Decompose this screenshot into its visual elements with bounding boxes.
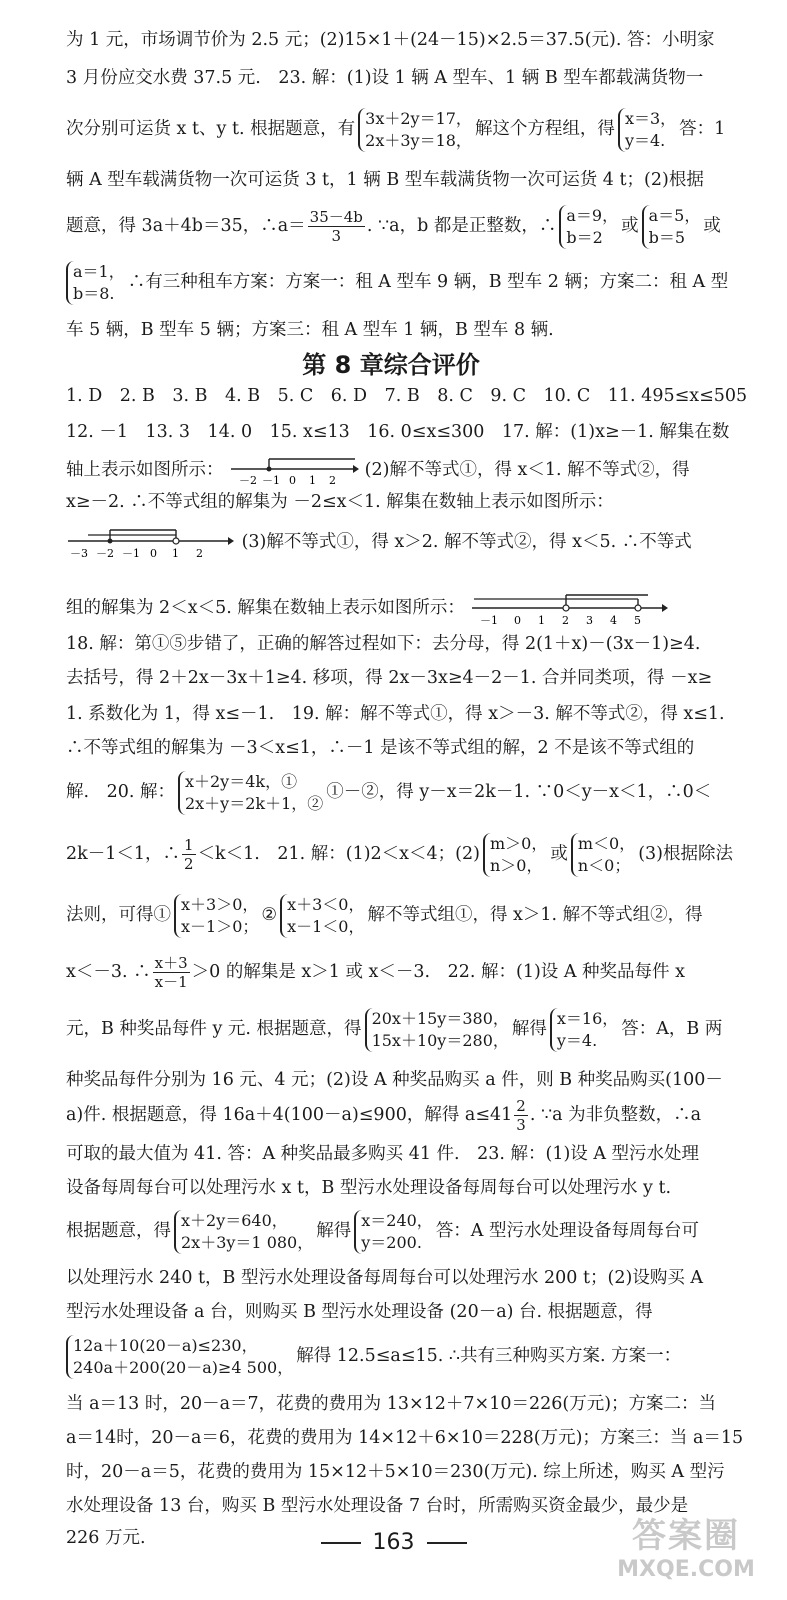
tick-label: 2 — [562, 613, 570, 627]
equation-system: 20x＋15y＝380， 15x＋10y＝280， — [365, 1008, 509, 1052]
number-line-diagram — [470, 592, 670, 626]
text-line: a＝14时，20－a＝6，花费的费用为 14×12＋6×10＝228(万元)；方案三：当 a＝15 — [66, 1428, 744, 1448]
divider — [427, 1542, 467, 1544]
text-span: 次分别可运货 x t、y t. 根据题意，有 — [66, 119, 356, 139]
fraction: $\frac{2}{3}$ — [516, 1097, 526, 1134]
text-line: ∴不等式组的解集为 －3＜x≤1，∴－1 是该不等式组的解，2 不是该不等式组的 — [66, 738, 695, 758]
fraction: $\frac{x+3}{x-1}$ — [154, 954, 188, 991]
fraction: $\frac{35-4b}{3}$ — [309, 208, 363, 245]
text-line: 元，B 种奖品每件 y 元. 根据题意，得 20x＋15y＝380， 15x＋10y＝280， 解得 x＝16， y＝4. 答：A，B 两 — [66, 1008, 723, 1050]
text-line: a)件. 根据题意，得 16a＋4(100－a)≤900，解得 a≤41 $\frac{2}{3}$ . ∵a 为非负整数，∴a — [66, 1097, 702, 1134]
number-line-diagram — [66, 527, 236, 559]
text-line: 为 1 元，市场调节价为 2.5 元；(2)15×1＋(24－15)×2.5＝37.5(元). 答：小明家 — [66, 30, 715, 50]
tick-label: －2 — [96, 546, 114, 560]
tick-label: 1 — [172, 546, 179, 560]
tick-label: 1 — [309, 473, 317, 487]
tick-label: 0 — [289, 473, 297, 487]
text-line: 设备每周每台可以处理污水 x t，B 型污水处理设备每周每台可以处理污水 y t. — [66, 1178, 672, 1198]
text-line: 可取的最大值为 41. 答：A 种奖品最多购买 41 件. 23. 解：(1)设 A 型污水处理 — [66, 1144, 700, 1164]
text-line: 去括号，得 2＋2x－3x＋1≥4. 移项，得 2x－3x≥4－2－1. 合并同类项，得 －x≥ — [66, 668, 713, 688]
equation-system: 12a＋10(20－a)≤230， 240a＋200(20－a)≥4 500， — [66, 1335, 293, 1379]
tick-label: 0 — [514, 613, 522, 627]
text-line: 18. 解：第①⑤步错了，正确的解答过程如下：去分母，得 2(1＋x)－(3x－1)≥4. — [66, 634, 701, 654]
text-line: x≥－2. ∴不等式组的解集为 －2≤x＜1. 解集在数轴上表示如图所示： — [66, 492, 614, 512]
text-line: 题意，得 3a＋4b＝35，∴a＝ $\frac{35-4b}{3}$ . ∵a，b 都是正整数，∴ a＝9， b＝2 或 a＝5， b＝5 或 — [66, 205, 721, 247]
text-line: 当 a＝13 时，20－a＝7，花费的费用为 13×12＋7×10＝226(万元)；方案二：当 — [66, 1394, 717, 1414]
text-line: 型污水处理设备 a 台，则购买 B 型污水处理设备 (20－a) 台. 根据题意，得 — [66, 1302, 653, 1322]
equation-system: a＝1， b＝8. — [66, 261, 125, 305]
fraction: $\frac{1}{2}$ — [184, 836, 194, 873]
equation-system: x＋3＜0， x－1＜0， — [280, 894, 364, 938]
equation-system: x＝240， y＝200. — [354, 1210, 433, 1254]
text-line: 法则，可得① x＋3＞0， x－1＞0； ② x＋3＜0， x－1＜0， 解不等式组①，得 x＞1. 解不等式组②，得 — [66, 894, 703, 936]
divider — [321, 1542, 361, 1544]
tick-label: －3 — [70, 546, 88, 560]
text-line: 2k－1＜1，∴ $\frac{1}{2}$ ＜k＜1. 21. 解：(1)2＜x＜4；(2) m＞0， n＞0， 或 m＜0， n＜0； (3)根据除法 — [66, 833, 733, 875]
equation-system: x＝16， y＝4. — [550, 1008, 618, 1052]
tick-label: －2 — [239, 473, 258, 487]
page-number: 163 — [0, 1530, 787, 1555]
text-line: 226 万元. — [66, 1528, 146, 1548]
tick-label: 2 — [196, 546, 203, 560]
tick-label: －1 — [262, 473, 281, 487]
text-line: a＝1， b＝8. ∴有三种租车方案：方案一：租 A 型车 9 辆，B 型车 2 辆；方案二：租 A 型 — [66, 256, 716, 308]
equation-system: x＋3＞0， x－1＞0； — [174, 894, 258, 938]
text-line: 种奖品每件分别为 16 元、4 元；(2)设 A 种奖品购买 a 件，则 B 种奖品购买(100－ — [66, 1070, 723, 1090]
equation-system: a＝9， b＝2 — [559, 205, 618, 249]
tick-label: 1 — [538, 613, 546, 627]
tick-label: 4 — [610, 613, 618, 627]
text-line: 轴上表示如图所示： －2 －1 0 1 2 (2)解不等式①，得 x＜1. 解不等式②，得 — [66, 452, 716, 488]
equation-system: m＞0， n＞0， — [483, 833, 547, 877]
chapter-title: 第 8 章综合评价 — [302, 351, 480, 379]
tick-label: 2 — [329, 473, 337, 487]
tick-label: －1 — [122, 546, 140, 560]
tick-label: －1 — [480, 613, 499, 627]
text-line: 12a＋10(20－a)≤230， 240a＋200(20－a)≥4 500， 解得 12.5≤a≤15. ∴共有三种购买方案. 方案一： — [66, 1326, 716, 1386]
watermark-logo: 答案圈 MXQE.COM — [617, 1516, 755, 1582]
text-line: 组的解集为 2＜x＜5. 解集在数轴上表示如图所示： －1 0 1 2 3 4 5 — [66, 590, 716, 626]
text-line: 3 月份应交水费 37.5 元. 23. 解：(1)设 1 辆 A 型车、1 辆 B 型车都载满货物一 — [66, 68, 704, 88]
text-span: 答：1 — [679, 119, 726, 139]
tick-label: 5 — [634, 613, 642, 627]
text-line: －3 －2 －1 0 1 2 (3)解不等式①，得 x＞2. 解不等式②，得 x＜5. ∴不等式 — [66, 524, 716, 560]
text-line: 车 5 辆，B 型车 5 辆；方案三：租 A 型车 1 辆，B 型车 8 辆. — [66, 320, 554, 340]
equation-system: x＝3， y＝4. — [618, 108, 676, 152]
equation-system: x＋2y＝640， 2x＋3y＝1 080， — [174, 1210, 313, 1254]
tick-label: 3 — [586, 613, 594, 627]
text-line: 以处理污水 240 t，B 型污水处理设备每周每台可以处理污水 200 t；(2)设购买 A — [66, 1268, 704, 1288]
text-line — [66, 100, 726, 158]
text-span: 解这个方程组，得 — [474, 119, 615, 139]
text-line: 辆 A 型车载满货物一次可运货 3 t，1 辆 B 型车载满货物一次可运货 4 t；(2)根据 — [66, 170, 704, 190]
number-line-diagram — [229, 455, 359, 487]
equation-system: m＜0， n＜0； — [571, 833, 635, 877]
equation-system: 3x＋2y＝17， 2x＋3y＝18， — [358, 108, 472, 152]
text-line: 水处理设备 13 台，购买 B 型污水处理设备 7 台时，所需购买资金最少，最少是 — [66, 1496, 689, 1516]
equation-system: a＝5， b＝5 — [642, 205, 701, 249]
tick-label: 0 — [150, 546, 157, 560]
text-line: 1. 系数化为 1，得 x≤－1. 19. 解：解不等式①，得 x＞－3. 解不等式②，得 x≤1. — [66, 704, 725, 724]
equation-system: x＋2y＝4k，① 2x＋y＝2k＋1，② — [178, 771, 323, 815]
text-line: 1. D 2. B 3. B 4. B 5. C 6. D 7. B 8. C 9. C 10. C 11. 495≤x≤505 — [66, 386, 748, 406]
text-line: 时，20－a＝5，花费的费用为 15×12＋5×10＝230(万元). 综上所述，购买 A 型污 — [66, 1462, 725, 1482]
text-line: 根据题意，得 x＋2y＝640， 2x＋3y＝1 080， 解得 x＝240， y＝200. 答：A 型污水处理设备每周每台可 — [66, 1210, 700, 1252]
text-line: 解. 20. 解： x＋2y＝4k，① 2x＋y＝2k＋1，② ①－②，得 y－x＝2k－1. ∵0＜y－x＜1，∴0＜ — [66, 771, 712, 813]
text-line: x＜－3. ∴ $\frac{x+3}{x-1}$ ＞0 的解集是 x＞1 或 x＜－3. 22. 解：(1)设 A 种奖品每件 x — [66, 954, 685, 991]
text-line: 12. －1 13. 3 14. 0 15. x≤13 16. 0≤x≤300 17. 解：(1)x≥－1. 解集在数 — [66, 422, 730, 442]
